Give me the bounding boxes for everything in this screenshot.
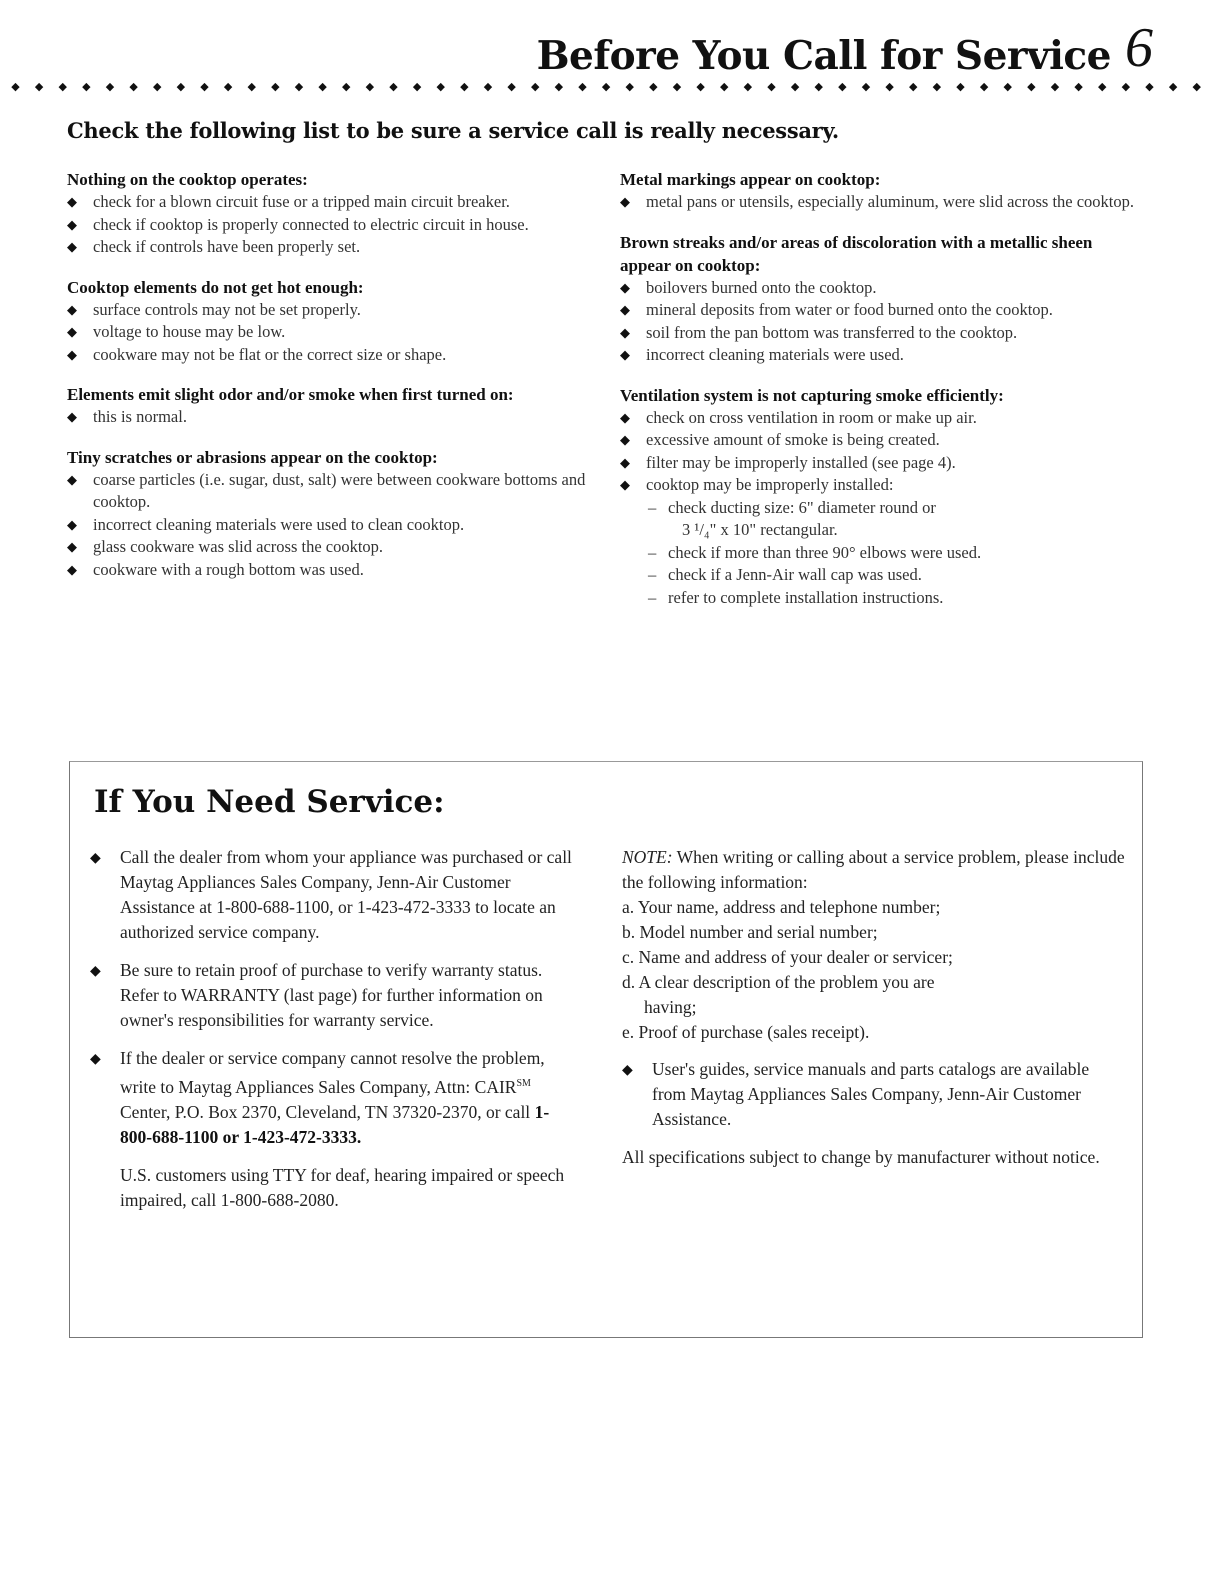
diamond-bullet-icon: ◆ [622,1063,633,1078]
diamond-divider-icon: ◆ [649,81,658,93]
diamond-divider-icon: ◆ [885,81,894,93]
page-title: Before You Call for Service [536,33,1111,79]
diamond-bullet-icon: ◆ [67,324,77,339]
section-title: Brown streaks and/or areas of discoloration with a metallic sheen appear on cooktop: [620,232,1093,275]
diamond-bullet-icon: ◆ [67,516,77,532]
list-item: ◆ metal pans or utensils, especially aluminum, were slid across the cooktop. [620,191,1142,214]
diamond-divider-icon: ◆ [436,81,445,93]
diamond-divider-icon: ◆ [1003,81,1012,93]
diamond-divider-icon: ◆ [342,81,351,93]
service-left-column [90,845,572,1213]
diamond-bullet-icon: ◆ [67,539,77,554]
list-item: ◆ Be sure to retain proof of purchase to verify warranty status. Refer to WARRANTY (last page) for further information on owner's responsibilities for warranty service. [90,960,543,1030]
diamond-divider-icon: ◆ [625,81,634,93]
note-list [622,895,1127,1045]
section-title: Metal markings appear on cooktop: [620,170,881,189]
diamond-divider-icon: ◆ [58,81,67,93]
diamond-bullet-icon: ◆ [620,279,630,295]
diamond-divider-icon: ◆ [601,81,611,93]
diamond-divider-icon: ◆ [153,81,162,93]
phone-numbers: 1-800-688-1100 or 1-423-472-3333. [120,1101,550,1147]
list-item: ◆ surface controls may not be set properly. [67,299,589,322]
diamond-divider-icon: ◆ [365,81,375,93]
diamond-bullet-icon: ◆ [67,471,77,487]
diamond-divider-icon: ◆ [790,81,800,93]
diamond-bullet-icon: ◆ [67,194,77,209]
list-item: ◆ filter may be improperly installed (see page 4). [620,452,1142,475]
diamond-divider-icon: ◆ [909,81,918,93]
diamond-divider-icon: ◆ [223,81,233,93]
sub-list-item-continued: 3 ¹/₄" x 10" rectangular. [682,520,838,539]
list-item: ◆ coarse particles (i.e. sugar, dust, salt) were between cookware bottoms and cooktop. [67,469,586,511]
diamond-divider-icon: ◆ [578,81,587,93]
list-item: ◆ glass cookware was slid across the cooktop. [67,536,589,559]
list-item: ◆ soil from the pan bottom was transferred to the cooktop. [620,322,1142,345]
list-item: ◆ cooktop may be improperly installed: [620,474,1142,497]
intro-heading: Check the following list to be sure a service call is really necessary. [67,118,839,143]
list-item: c. Name and address of your dealer or servicer; [622,947,953,967]
diamond-bullet-icon: ◆ [67,409,77,424]
service-title: If You Need Service: [94,784,445,820]
diamond-divider [4,80,1209,96]
diamond-divider-icon: ◆ [318,81,327,93]
list-item: ◆ cookware with a rough bottom was used. [67,559,589,582]
list-item: ◆ check if cooktop is properly connected to electric circuit in house. [67,214,589,237]
page-header [536,6,1153,79]
diamond-bullet-icon: ◆ [620,432,630,447]
section-metal-markings [620,168,1142,214]
diamond-divider-icon: ◆ [483,81,493,93]
list-item: ◆ mineral deposits from water or food burned onto the cooktop. [620,299,1142,322]
diamond-divider-icon: ◆ [861,81,871,93]
diamond-divider-icon: ◆ [932,81,942,93]
sub-list-item: – check ducting size: 6" diameter round or [648,497,936,517]
list-item: ◆ check on cross ventilation in room or make up air. [620,407,1142,430]
diamond-divider-icon: ◆ [979,81,989,93]
diamond-bullet-icon: ◆ [90,851,101,866]
sub-list-item: – refer to complete installation instructions. [648,587,944,607]
diamond-divider-icon: ◆ [767,81,776,93]
list-item: ◆ incorrect cleaning materials were used to clean cooktop. [67,514,589,537]
diamond-divider-icon: ◆ [247,81,256,93]
section-title: Elements emit slight odor and/or smoke when first turned on: [67,385,514,404]
service-right-column [622,845,1127,1170]
list-item: b. Model number and serial number; [622,922,878,942]
diamond-bullet-icon: ◆ [90,1052,101,1067]
diamond-divider-icon: ◆ [129,81,138,93]
diamond-divider-icon: ◆ [531,81,540,93]
list-item: ◆ Call the dealer from whom your appliance was purchased or call Maytag Appliances Sales Company, Jenn-Air Customer Assistance at 1-800-688-1100, or 1-423-472-3333 to locate an authorized service company. [90,847,572,942]
diamond-divider-icon: ◆ [105,81,115,93]
diamond-divider-icon: ◆ [696,81,705,93]
diamond-bullet-icon: ◆ [620,454,630,470]
diamond-divider-icon: ◆ [720,81,729,93]
diamond-bullet-icon: ◆ [67,346,77,362]
diamond-divider-icon: ◆ [389,81,398,93]
page-number: 6 [1125,17,1153,79]
diamond-divider-icon: ◆ [672,81,682,93]
diamond-bullet-icon: ◆ [620,347,630,362]
diamond-bullet-icon: ◆ [90,964,101,979]
diamond-divider-icon: ◆ [814,81,823,93]
diamond-bullet-icon: ◆ [67,216,77,232]
diamond-divider-icon: ◆ [1145,81,1154,93]
diamond-divider-icon: ◆ [176,81,186,93]
list-item: ◆ boilovers burned onto the cooktop. [620,277,1142,300]
list-item-continued: having; [644,997,697,1017]
section-nothing-operates [67,168,589,259]
list-item: a. Your name, address and telephone number; [622,897,941,917]
service-box [69,761,1143,1338]
section-title: Nothing on the cooktop operates: [67,170,308,189]
diamond-divider-icon: ◆ [956,81,965,93]
diamond-bullet-icon: ◆ [67,301,77,317]
section-odor-smoke [67,383,589,429]
section-scratches [67,446,589,582]
diamond-divider-icon: ◆ [1027,81,1036,93]
diamond-divider-icon: ◆ [34,81,44,93]
section-title: Cooktop elements do not get hot enough: [67,277,364,297]
diamond-bullet-icon: ◆ [620,302,630,317]
note-paragraph: NOTE: When writing or calling about a service problem, please include the following information: [622,847,1125,892]
list-item: e. Proof of purchase (sales receipt). [622,1022,870,1042]
section-title: Ventilation system is not capturing smoke efficiently: [620,385,1004,405]
diamond-divider-icon: ◆ [743,81,753,93]
diamond-bullet-icon: ◆ [620,477,630,492]
diamond-divider-icon: ◆ [294,81,304,93]
diamond-bullet-icon: ◆ [67,561,77,577]
tty-note: U.S. customers using TTY for deaf, hearing impaired or speech impaired, call 1-800-688-2080. [120,1164,565,1210]
list-item: ◆ excessive amount of smoke is being created. [620,429,1142,452]
diamond-divider-icon: ◆ [1074,81,1083,93]
diamond-bullet-icon: ◆ [620,194,630,209]
diamond-divider-icon: ◆ [838,81,847,93]
diamond-bullet-icon: ◆ [67,239,77,254]
diamond-divider-icon: ◆ [11,81,20,93]
section-title: Tiny scratches or abrasions appear on the cooktop: [67,447,438,467]
list-item: ◆ check if controls have been properly set. [67,236,589,259]
list-item: ◆ voltage to house may be low. [67,321,589,344]
diamond-divider-icon: ◆ [1192,81,1201,93]
list-item: ◆ User's guides, service manuals and parts catalogs are available from Maytag Appliances Sales Company, Jenn-Air Customer Assistance. [622,1059,1090,1129]
list-item: ◆ this is normal. [67,406,589,429]
list-item: ◆ check for a blown circuit fuse or a tripped main circuit breaker. [67,191,589,214]
diamond-divider-icon: ◆ [1168,81,1178,93]
diamond-divider-icon: ◆ [507,81,516,93]
diamond-divider-icon: ◆ [1050,81,1060,93]
list-item: ◆ cookware may not be flat or the correct size or shape. [67,344,589,367]
sub-list-item: – check if a Jenn-Air wall cap was used. [648,565,922,584]
section-not-hot-enough [67,276,589,367]
diamond-bullet-icon: ◆ [620,324,630,340]
specs-note: All specifications subject to change by manufacturer without notice. [622,1147,1100,1167]
diamond-divider-icon: ◆ [554,81,564,93]
list-item: ◆ If the dealer or service company cannot resolve the problem, write to Maytag Appliances Sales Company, Attn: CAIR℠ Center, P.O. Box 2370, Cleveland, TN 37320-2370, or call 1-800-688-1100 or 1-423-472-3333. [90,1048,550,1147]
diamond-bullet-icon: ◆ [620,409,630,425]
diamond-divider-icon: ◆ [200,81,209,93]
list-item: ◆ incorrect cleaning materials were used. [620,344,1142,367]
left-column [67,168,589,598]
diamond-divider-icon: ◆ [271,81,280,93]
section-ventilation [620,384,1142,610]
list-item: d. A clear description of the problem you are [622,972,935,992]
diamond-divider-icon: ◆ [412,81,422,93]
section-brown-streaks [620,231,1142,367]
note-label: NOTE: [622,847,673,867]
sub-list-item: – check if more than three 90° elbows were used. [648,542,982,562]
diamond-divider-icon: ◆ [1098,81,1107,93]
diamond-divider-icon: ◆ [82,81,91,93]
diamond-divider-icon: ◆ [460,81,469,93]
right-column [620,168,1142,626]
diamond-divider-icon: ◆ [1121,81,1131,93]
